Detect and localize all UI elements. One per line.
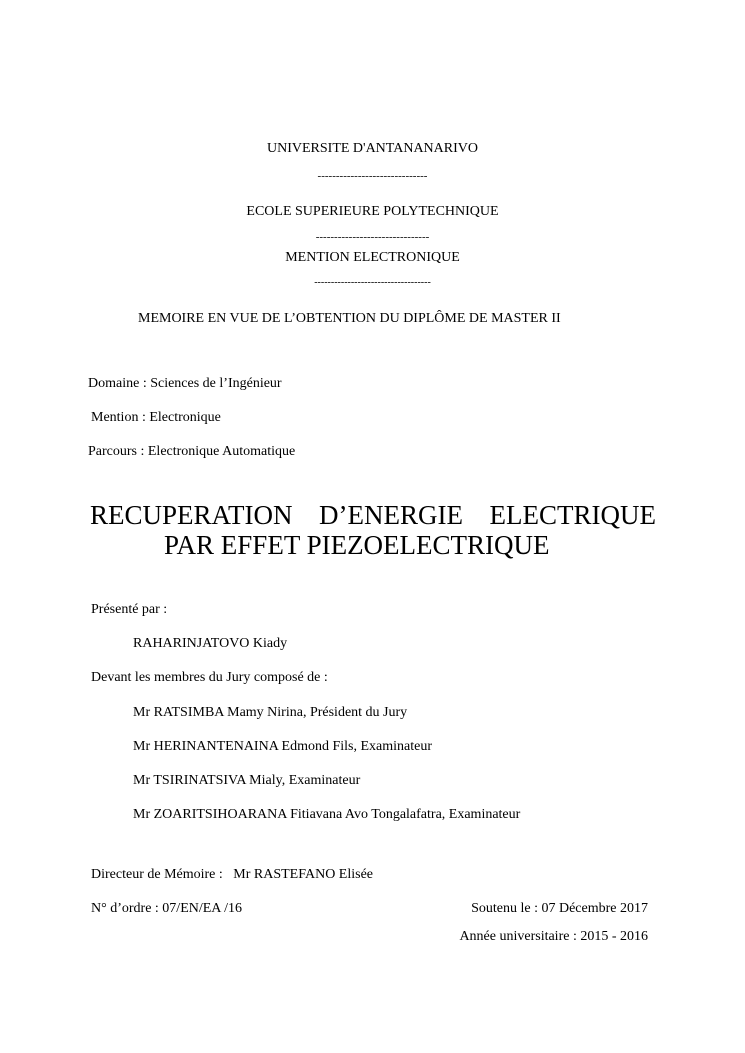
title-word: RECUPERATION — [90, 500, 293, 530]
thesis-title — [90, 500, 656, 560]
jury-member: Mr ZOARITSIHOARANA Fitiavana Avo Tongalafatra, Examinateur — [133, 807, 521, 822]
separator: ------------------------------ — [317, 170, 428, 182]
jury-label: Devant les membres du Jury composé de : — [91, 670, 328, 685]
domain-line: Domaine : Sciences de l’Ingénieur — [88, 376, 282, 391]
title-word: D’ENERGIE — [319, 500, 463, 530]
jury-member: Mr RATSIMBA Mamy Nirina, Président du Jury — [133, 705, 408, 720]
defense-date: Soutenu le : 07 Décembre 2017 — [471, 901, 648, 916]
jury-member: Mr HERINANTENAINA Edmond Fils, Examinateur — [133, 739, 433, 754]
presenter-name: RAHARINJATOVO Kiady — [133, 636, 288, 651]
track-line: Parcours : Electronique Automatique — [88, 444, 296, 459]
separator: ----------------------------------- — [314, 277, 431, 288]
degree-statement: MEMOIRE EN VUE DE L’OBTENTION DU DIPLÔME DE MASTER II — [138, 311, 561, 326]
jury-member: Mr TSIRINATSIVA Mialy, Examinateur — [133, 773, 361, 788]
mention-line: Mention : Electronique — [91, 410, 221, 425]
thesis-title-line-1 — [90, 500, 656, 530]
mention-name: MENTION ELECTRONIQUE — [285, 250, 460, 265]
school-name: ECOLE SUPERIEURE POLYTECHNIQUE — [246, 204, 499, 219]
university-name: UNIVERSITE D'ANTANANARIVO — [267, 141, 478, 156]
thesis-director: Directeur de Mémoire : Mr RASTEFANO Elisée — [91, 867, 374, 882]
presenter-label: Présenté par : — [91, 602, 168, 617]
order-number: N° d’ordre : 07/EN/EA /16 — [91, 901, 243, 916]
separator: ------------------------------- — [315, 231, 430, 243]
title-word: ELECTRIQUE — [489, 500, 656, 530]
thesis-title-line-2: PAR EFFET PIEZOELECTRIQUE — [164, 530, 550, 560]
academic-year: Année universitaire : 2015 - 2016 — [459, 929, 648, 944]
